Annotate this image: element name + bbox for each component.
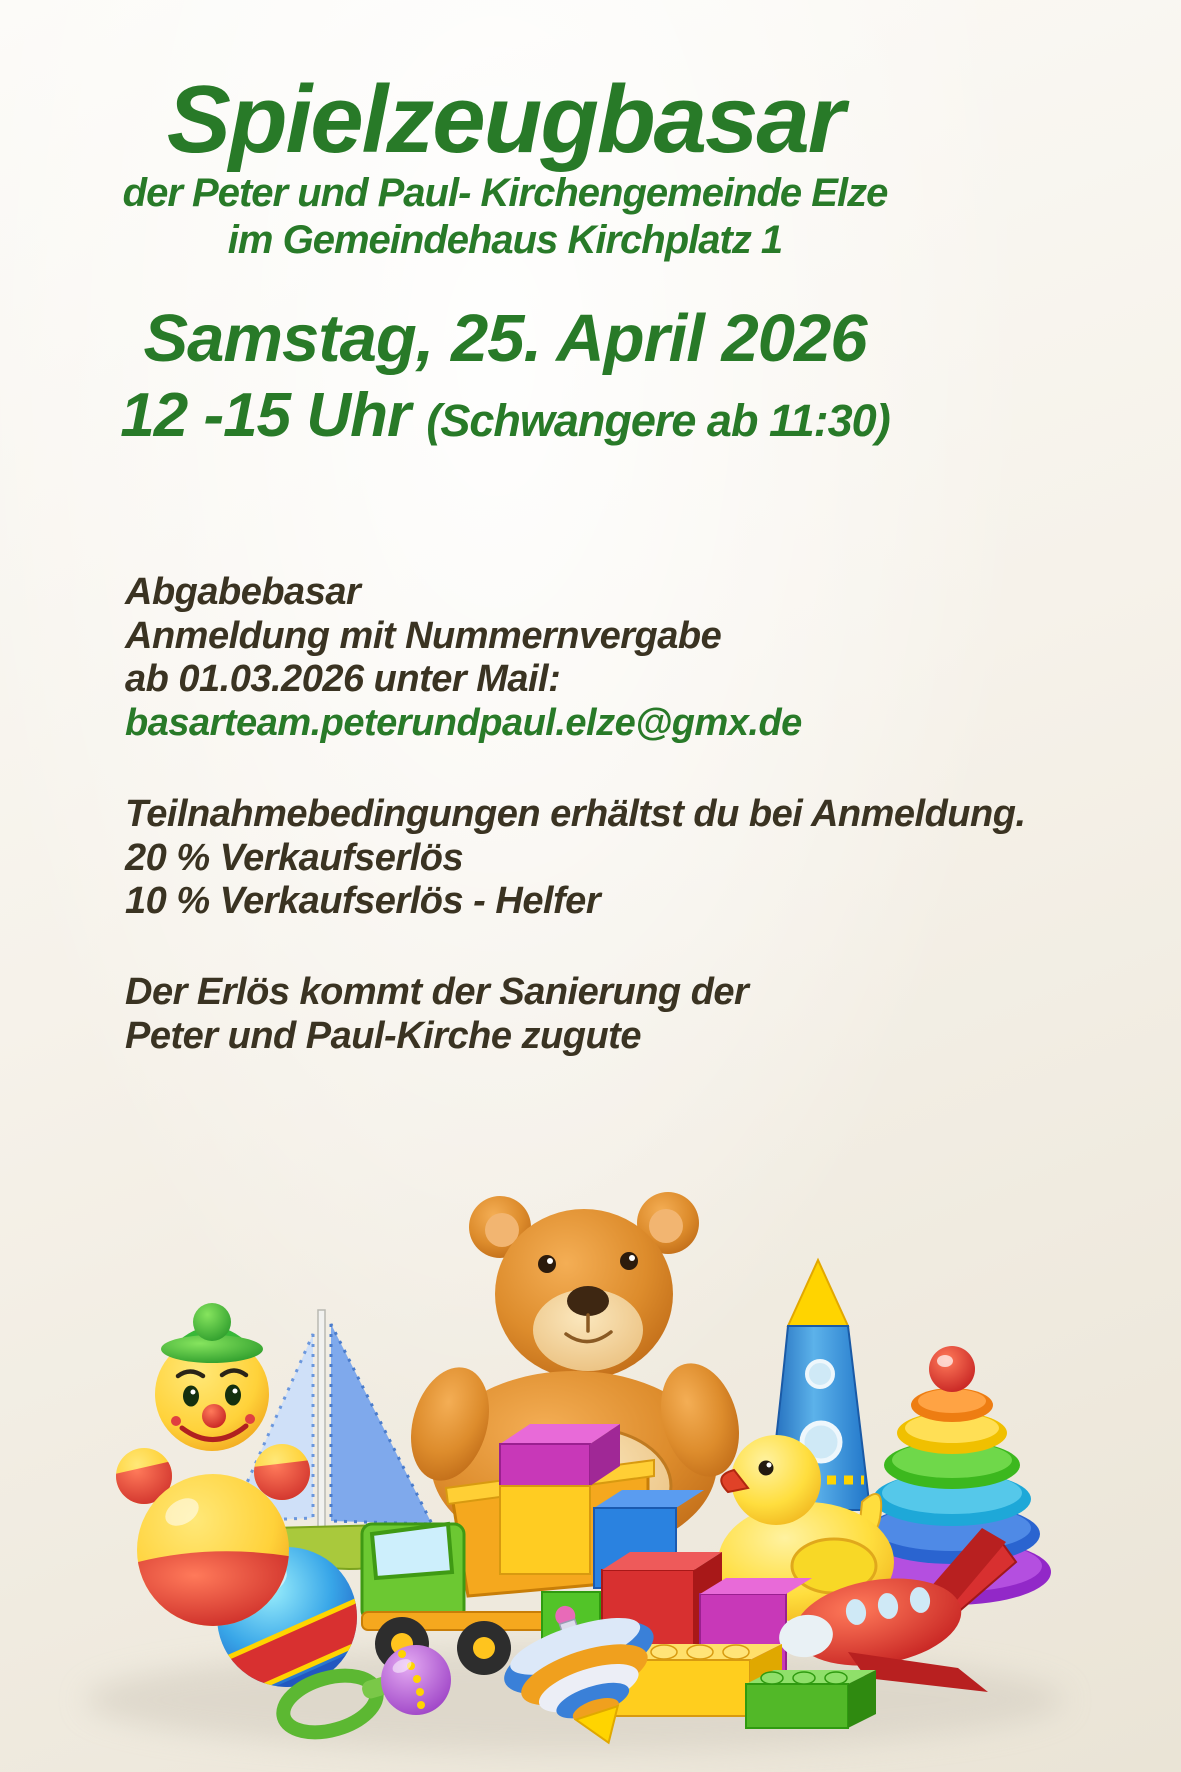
contact-email: basarteam.peterundpaul.elze@gmx.de [125,701,802,744]
registration-block [125,571,802,745]
conditions-line-1: Teilnahmebedingungen erhältst du bei Anmeldung. [125,793,1026,835]
time-range: 12 -15 Uhr [120,381,411,450]
proceeds-block [125,971,748,1058]
subtitle-line-1: der Peter und Paul- Kirchengemeinde Elze [122,171,888,215]
page-title: Spielzeugbasar [166,66,844,173]
toys-illustration [0,1072,1181,1772]
conditions-line-2: 20 % Verkaufserlös [125,836,464,879]
proceeds-line-2: Peter und Paul-Kirche zugute [125,1014,641,1057]
event-date: Samstag, 25. April 2026 [143,301,867,376]
conditions-block [125,793,1026,924]
subtitle [0,170,1010,264]
registration-line-3: ab 01.03.2026 unter Mail: [125,658,561,700]
registration-line-2: Anmeldung mit Nummernvergabe [125,614,722,657]
subtitle-line-2: im Gemeindehaus Kirchplatz 1 [227,217,783,262]
registration-line-1: Abgabebasar [125,571,361,613]
conditions-line-3: 10 % Verkaufserlös - Helfer [125,880,601,922]
event-time [0,380,1010,451]
time-note: (Schwangere ab 11:30) [426,395,890,446]
proceeds-line-1: Der Erlös kommt der Sanierung der [125,971,749,1013]
